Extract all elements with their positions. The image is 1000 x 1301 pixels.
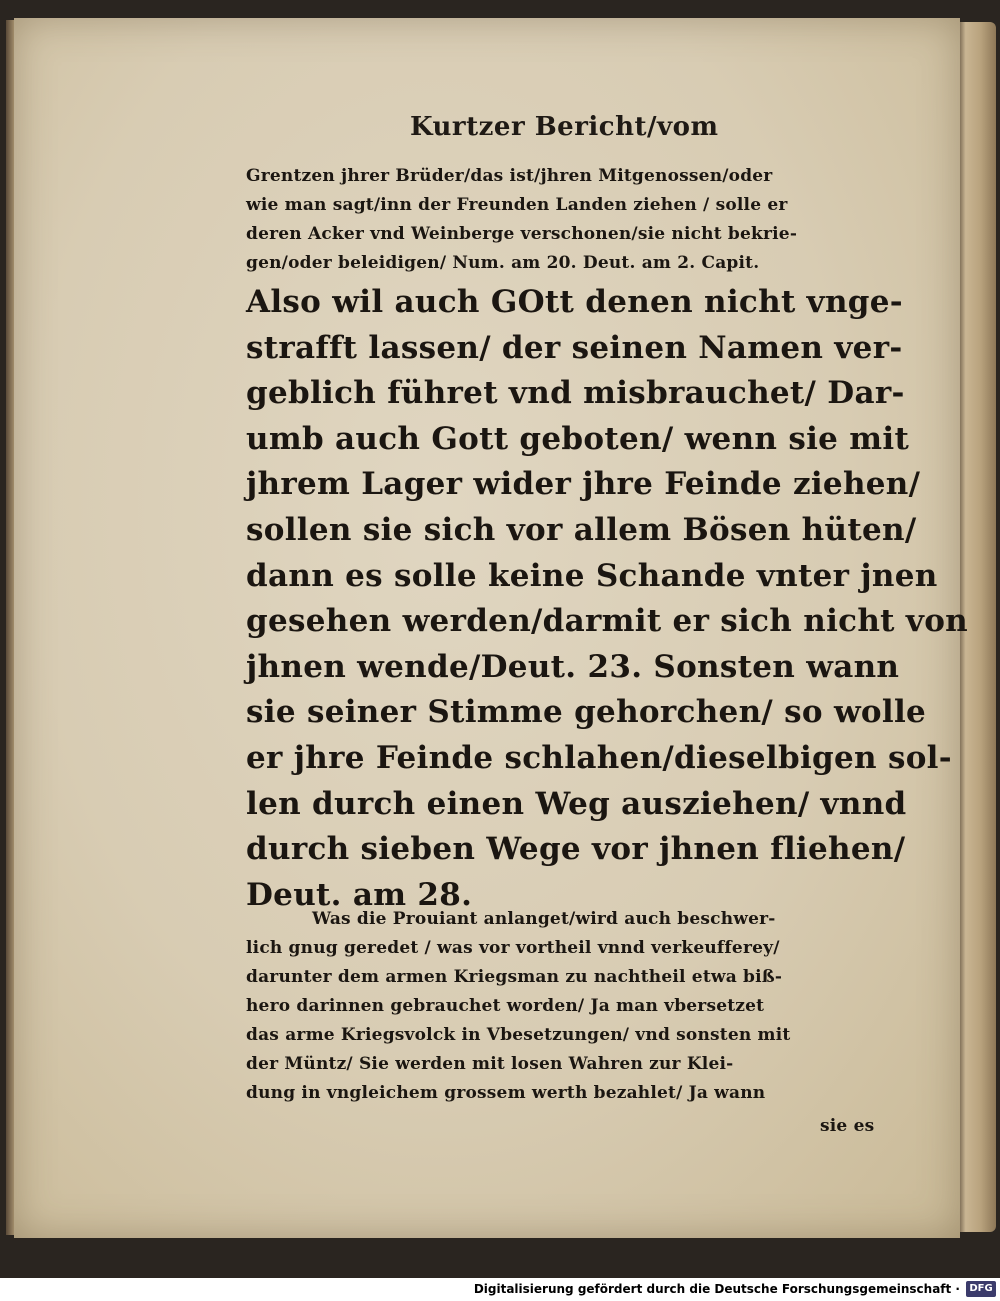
paragraph-2: [246, 905, 790, 1108]
text-line: hero darinnen gebrauchet worden/ Ja man vbersetzet: [246, 996, 765, 1016]
catchword: [820, 1112, 874, 1141]
text-line: das arme Kriegsvolck in Vbesetzungen/ vnd sonsten mit: [246, 1025, 791, 1045]
text-line: darunter dem armen Kriegsman zu nachtheil etwa biß-: [246, 967, 783, 987]
running-head: Kurtzer Bericht/vom: [410, 112, 719, 142]
text-line: der Müntz/ Sie werden mit losen Wahren zur Klei-: [246, 1054, 734, 1074]
text-line: Was die Prouiant anlanget/wird auch beschwer-: [312, 909, 776, 929]
text-line: sollen sie sich vor allem Bösen hüten/: [246, 511, 917, 548]
catchword-text: sie es: [820, 1116, 875, 1136]
text-line: dann es solle keine Schande vnter jnen: [246, 557, 938, 594]
text-line: gesehen werden/darmit er sich nicht von: [246, 603, 969, 640]
funding-notice: Digitalisierung gefördert durch die Deutsche Forschungsgemeinschaft ·: [473, 1282, 960, 1296]
text-line: strafft lassen/ der seinen Namen ver-: [246, 329, 903, 366]
text-line: sie seiner Stimme gehorchen/ so wolle: [246, 694, 927, 731]
footer-bar: [0, 1278, 1000, 1301]
text-line: len durch einen Weg ausziehen/ vnnd: [246, 785, 907, 822]
text-line: geblich führet vnd misbrauchet/ Dar-: [246, 375, 905, 412]
text-line: jhrem Lager wider jhre Feinde ziehen/: [246, 466, 921, 503]
text-line: dung in vngleichem grossem werth bezahlet/ Ja wann: [246, 1083, 766, 1103]
paragraph-1-notes: [246, 162, 797, 278]
text-line: durch sieben Wege vor jhnen fliehen/: [246, 831, 906, 868]
text-line: Also wil auch GOtt denen nicht vnge-: [246, 284, 903, 320]
text-line: jhnen wende/Deut. 23. Sonsten wann: [246, 648, 900, 685]
text-line: Grentzen jhrer Brüder/das ist/jhren Mitgenossen/oder: [246, 166, 773, 186]
text-line: lich gnug geredet / was vor vortheil vnnd verkeufferey/: [246, 938, 780, 958]
text-line: wie man sagt/inn der Freunden Landen ziehen / solle er: [246, 195, 788, 215]
dfg-logo-icon: DFG: [966, 1281, 996, 1297]
text-line: deren Acker vnd Weinberge verschonen/sie nicht bekrie-: [246, 224, 798, 244]
paragraph-1-main: [246, 280, 968, 918]
text-line: gen/oder beleidigen/ Num. am 20. Deut. am 2. Capit.: [246, 253, 760, 273]
text-line: Deut. am 28.: [246, 876, 473, 913]
text-line: er jhre Feinde schlahen/dieselbigen sol-: [246, 739, 952, 776]
text-line: umb auch Gott geboten/ wenn sie mit: [246, 420, 910, 457]
